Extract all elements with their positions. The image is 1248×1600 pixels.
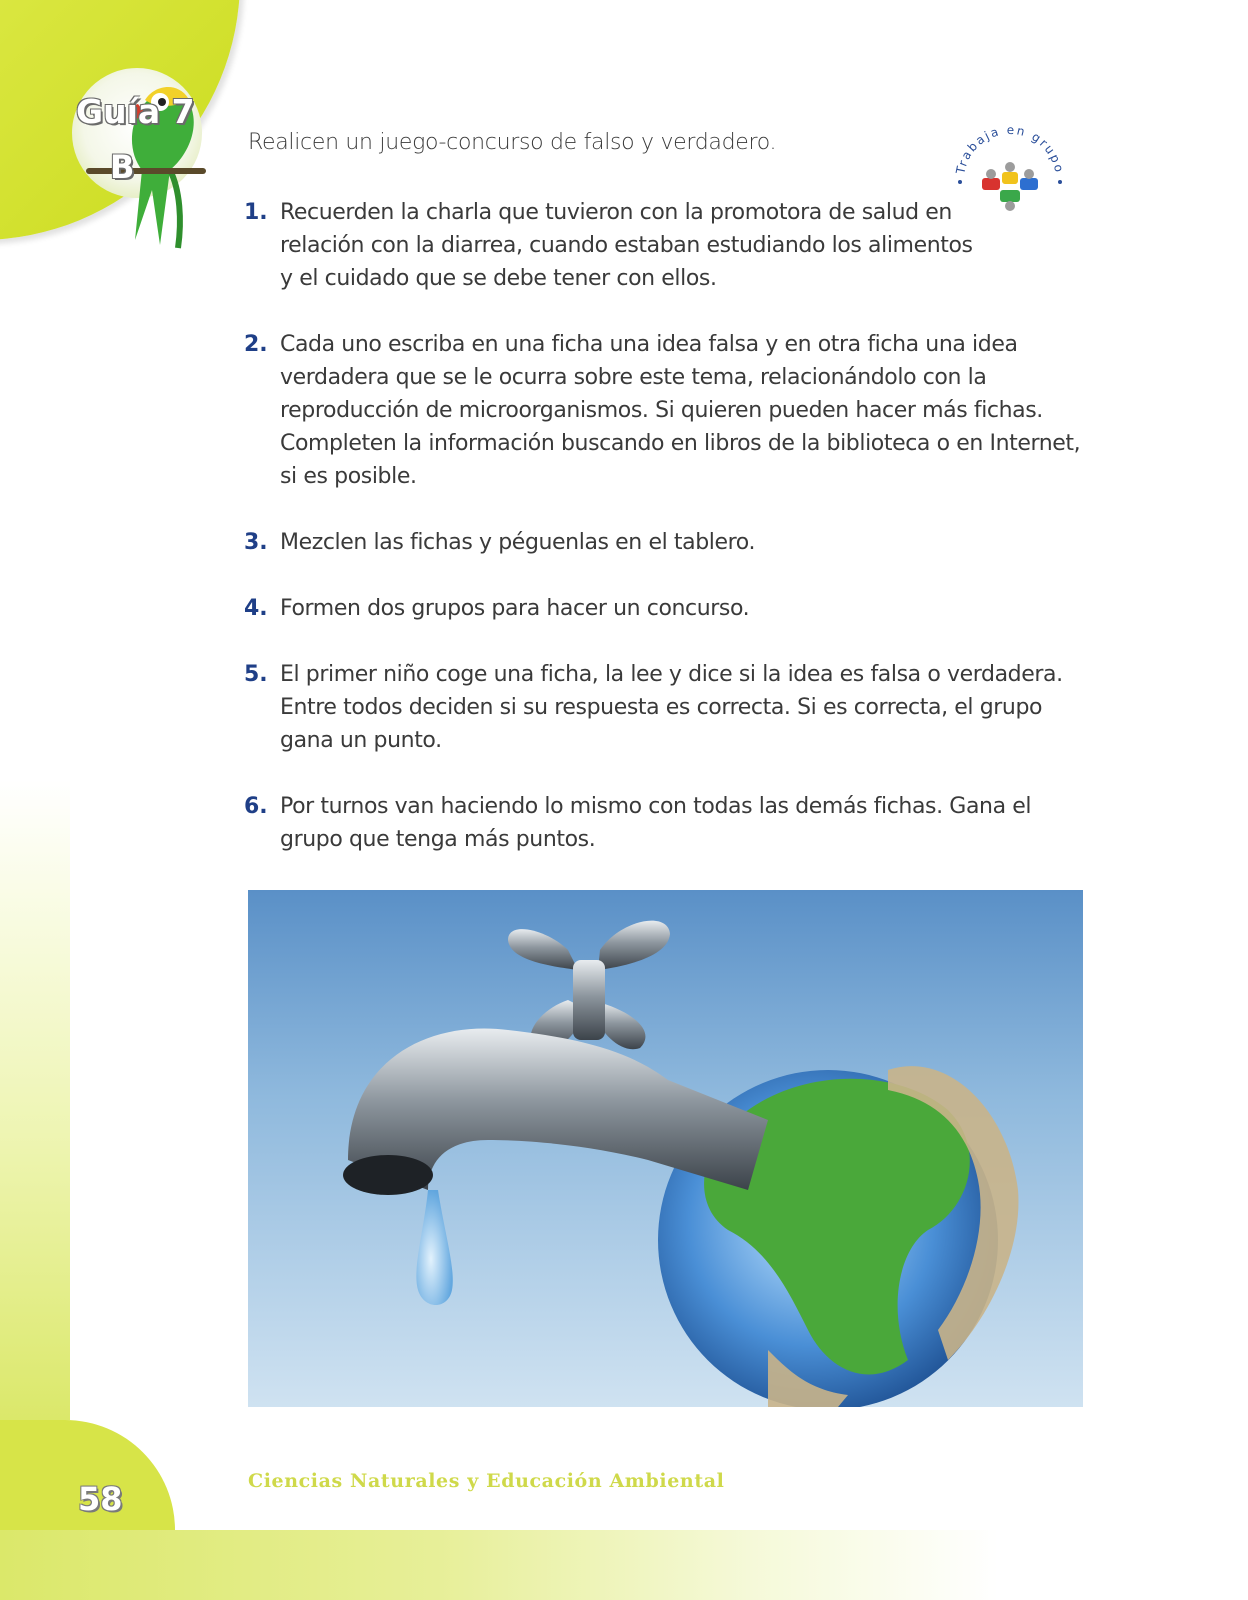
- list-item: [244, 196, 1084, 295]
- step-number: 1.: [244, 200, 268, 225]
- intro-text: Realicen un juego-concurso de falso y verdadero.: [248, 130, 777, 155]
- list-item: [244, 526, 1084, 559]
- footer-subject: Ciencias Naturales y Educación Ambiental: [248, 1470, 725, 1492]
- perch: [86, 168, 206, 174]
- step-text: Por turnos van haciendo lo mismo con todas las demás fichas. Gana el grupo que tenga más puntos.: [280, 794, 1032, 852]
- list-item: [244, 592, 1084, 625]
- guide-title: Guía 7: [76, 92, 195, 131]
- step-text: Cada uno escriba en una ficha una idea falsa y en otra ficha una idea verdadera que se le ocurra sobre este tema, relacionándolo con la reproducción de microorganismos. Si quieren pueden hacer más fichas. Completen la información buscando en libros de la biblioteca o en Internet, si es posible.: [280, 332, 1081, 489]
- step-number: 2.: [244, 332, 268, 357]
- page-number: 58: [78, 1480, 123, 1518]
- step-number: 3.: [244, 530, 268, 555]
- list-item: [244, 658, 1084, 757]
- step-number: 4.: [244, 596, 268, 621]
- step-text: Formen dos grupos para hacer un concurso.: [280, 596, 750, 621]
- step-text: El primer niño coge una ficha, la lee y dice si la idea es falsa o verdadera. Entre todos deciden si su respuesta es correcta. Si es correcta, el grupo gana un punto.: [280, 662, 1063, 753]
- step-text: Mezclen las fichas y péguenlas en el tablero.: [280, 530, 756, 555]
- step-text: Recuerden la charla que tuvieron con la promotora de salud en relación con la diarrea, cuando estaban estudiando los alimentos y el cuidado que se debe tener con ellos.: [280, 200, 973, 291]
- list-item: [244, 328, 1084, 493]
- guide-letter: B: [110, 148, 135, 186]
- group-badge-label: Trabaja en grupo: [953, 122, 1067, 176]
- step-number: 5.: [244, 662, 268, 687]
- left-decor-band: [0, 780, 70, 1420]
- step-number: 6.: [244, 794, 268, 819]
- faucet-globe-photo: [248, 890, 1083, 1407]
- bottom-decor-band: [0, 1530, 1248, 1600]
- faucet-globe-illustration: [248, 890, 1083, 1407]
- list-item: [244, 790, 1084, 856]
- steps-list: [244, 196, 1084, 889]
